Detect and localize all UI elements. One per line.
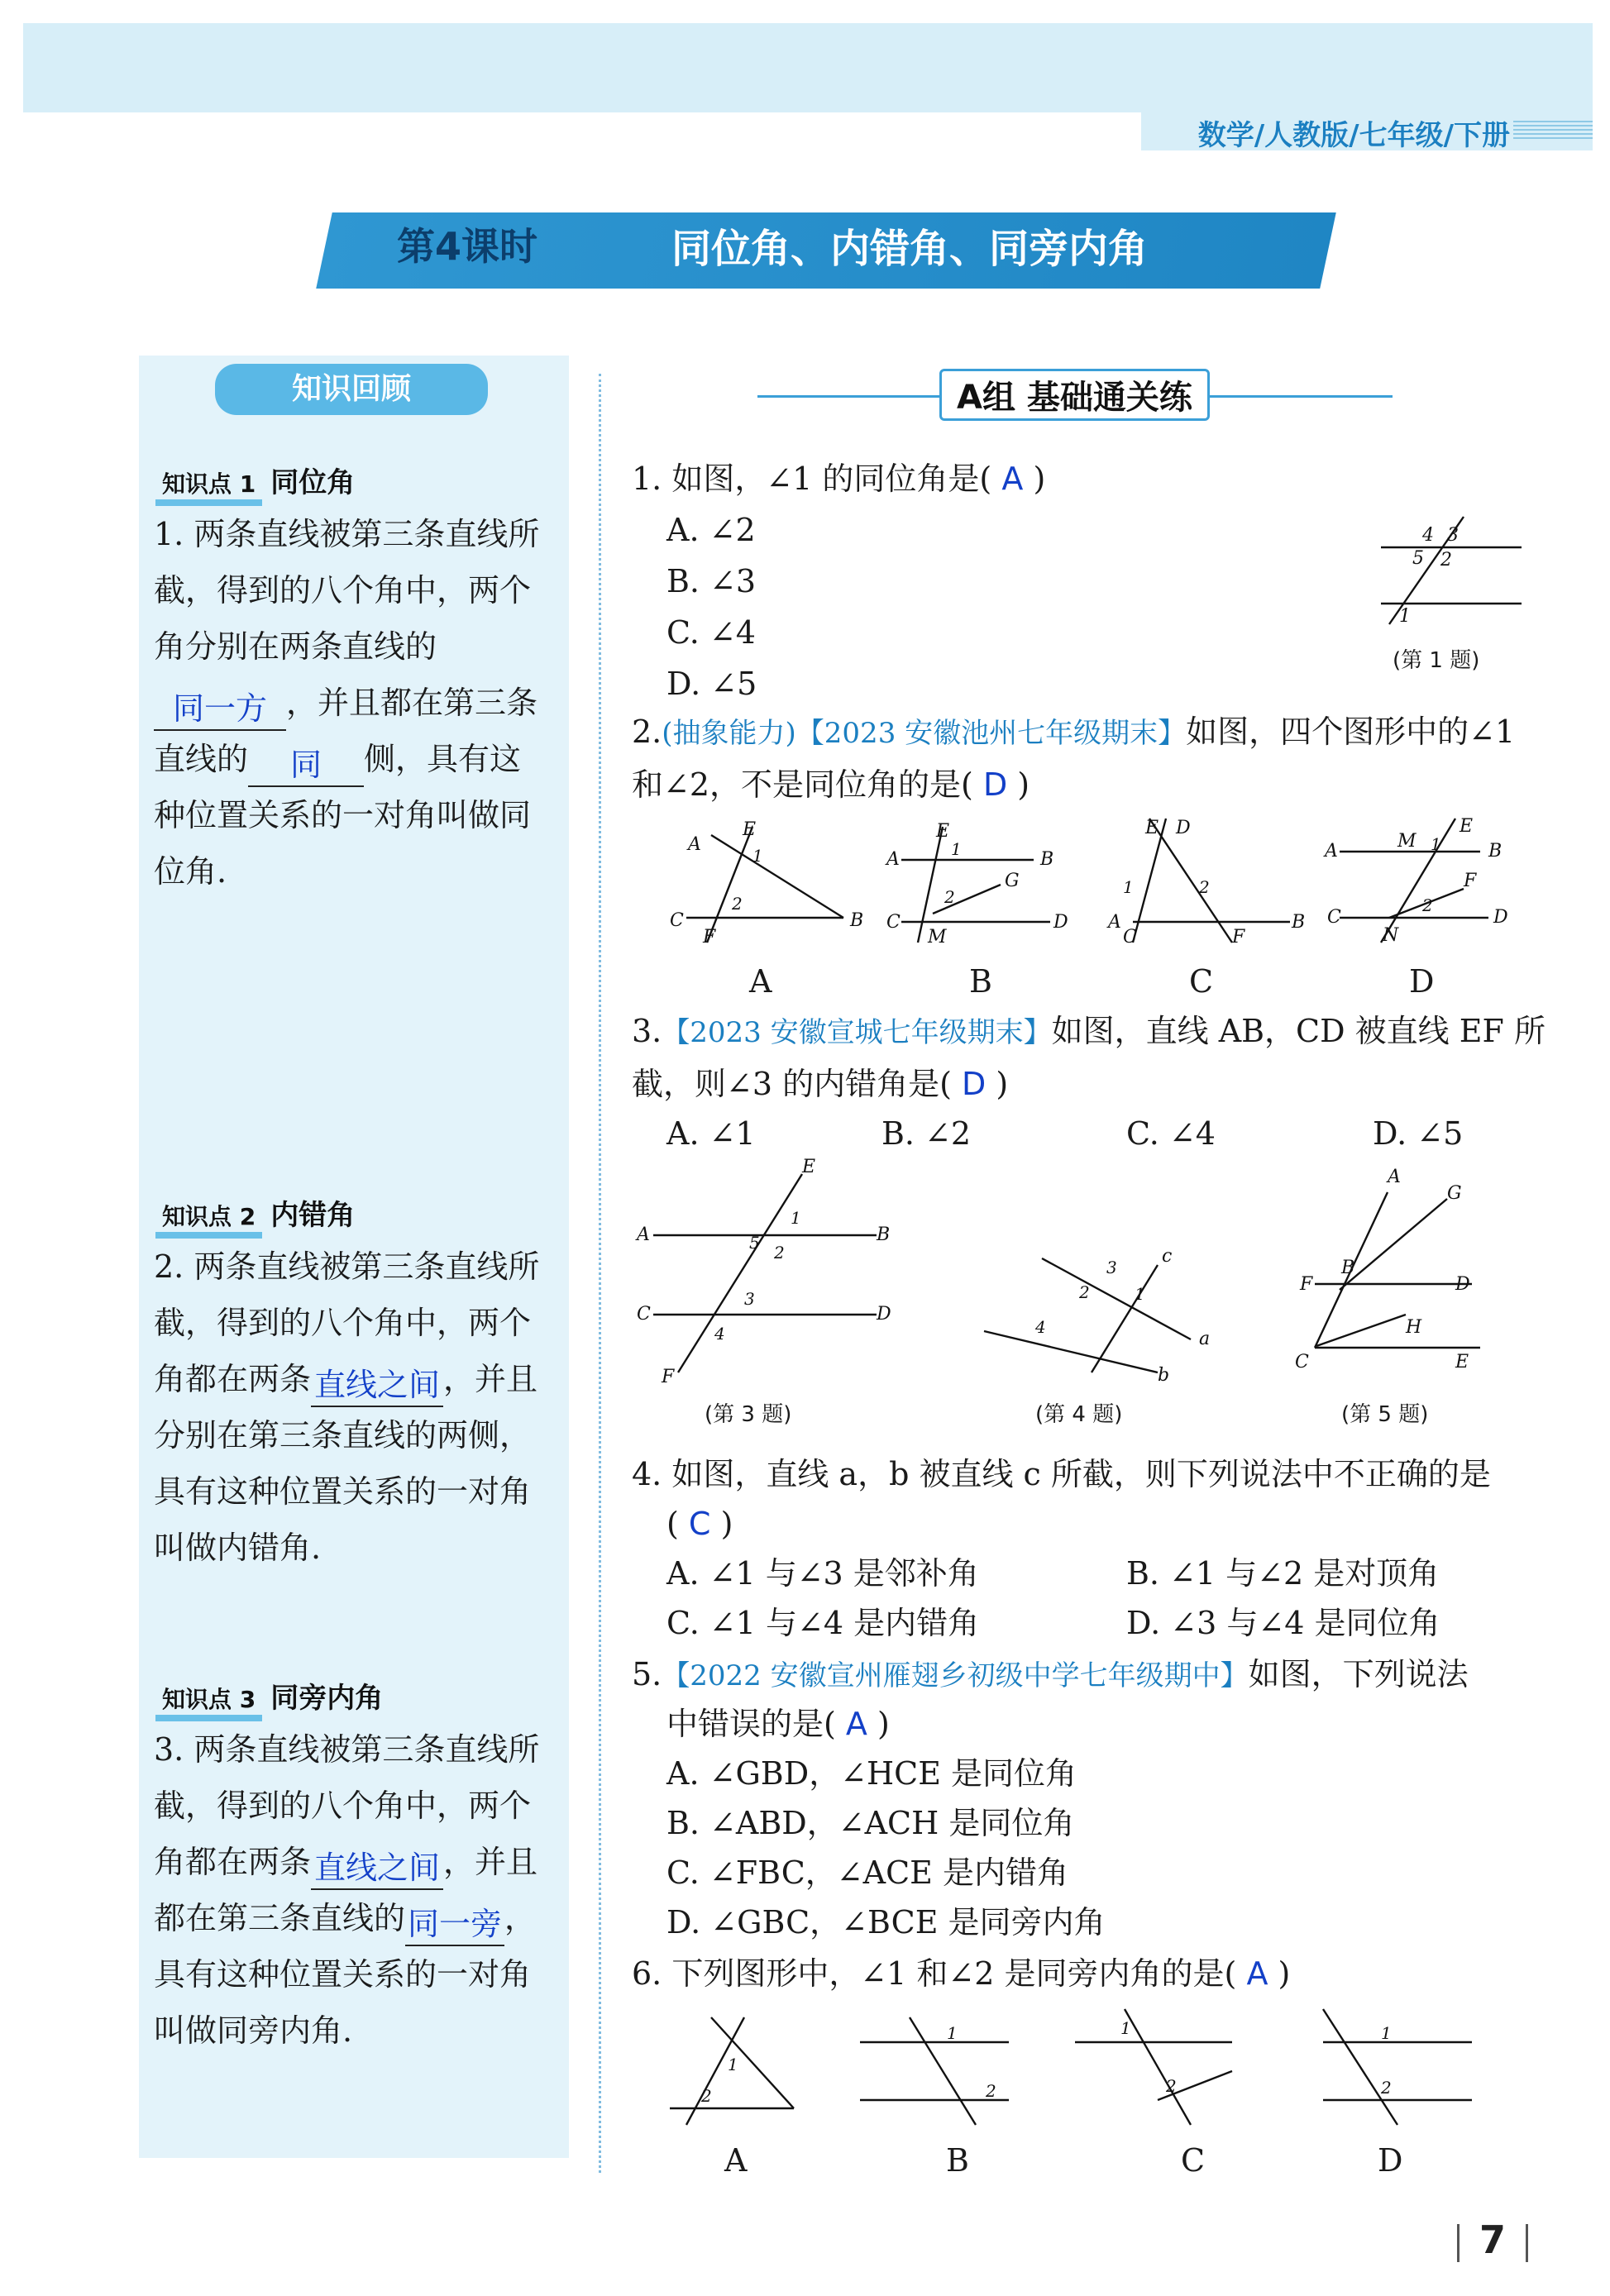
svg-text:1: 1 xyxy=(1399,606,1411,627)
q1-stem-text: 1. 如图，∠1 的同位角是( xyxy=(632,461,992,497)
svg-text:F: F xyxy=(662,1367,675,1387)
svg-text:C: C xyxy=(886,912,901,933)
svg-text:2: 2 xyxy=(1381,2078,1392,2098)
svg-text:B: B xyxy=(1040,849,1054,870)
svg-text:B: B xyxy=(850,910,864,931)
svg-text:a: a xyxy=(1199,1329,1211,1349)
kp3-blank-1: 直线之间 xyxy=(311,1847,443,1890)
svg-text:E: E xyxy=(1145,818,1159,838)
kp2-blank-1: 直线之间 xyxy=(311,1364,443,1407)
svg-text:B: B xyxy=(1488,841,1503,862)
q3-option-b: B. ∠2 xyxy=(881,1115,972,1152)
svg-text:2: 2 xyxy=(1440,550,1452,570)
svg-text:2: 2 xyxy=(732,894,743,914)
svg-text:C: C xyxy=(670,910,684,931)
kp2-text xyxy=(154,1239,551,1576)
q5-stem xyxy=(632,1649,1550,1702)
q3-caption: (第 3 题) xyxy=(705,1402,792,1427)
svg-text:1: 1 xyxy=(947,2023,958,2043)
svg-text:1: 1 xyxy=(1120,2018,1131,2038)
q4-caption: (第 4 题) xyxy=(1035,1402,1123,1427)
svg-text:A: A xyxy=(637,1224,650,1245)
svg-text:2: 2 xyxy=(774,1243,785,1263)
kp1-blank-1: 同一方 xyxy=(154,688,286,731)
kp2-text-2: ，并且分别在第三条直线的两侧，具有这种位置关系的一对角叫做内错角. xyxy=(154,1361,538,1566)
svg-text:E: E xyxy=(1455,1352,1469,1372)
kp1-text xyxy=(154,506,551,900)
svg-text:2: 2 xyxy=(986,2081,996,2101)
q2-stem xyxy=(632,706,1550,810)
kp-title: 内错角 xyxy=(270,1199,356,1232)
q6-figures xyxy=(662,2009,1505,2133)
q6-answer: A xyxy=(1246,1955,1268,1992)
q5-option-b: B. ∠ABD，∠ACH 是同位角 xyxy=(666,1805,1075,1841)
q6-stem-text: 6. 下列图形中，∠1 和∠2 是同旁内角的是( xyxy=(632,1955,1237,1992)
q2-close: ) xyxy=(1017,766,1030,803)
q1-option-b: B. ∠3 xyxy=(666,563,757,599)
svg-text:A: A xyxy=(1388,1167,1401,1187)
kp-title: 同旁内角 xyxy=(270,1682,384,1715)
svg-text:A: A xyxy=(1108,912,1121,933)
q5-answer-line xyxy=(666,1698,890,1749)
q1-option-c: C. ∠4 xyxy=(666,614,756,651)
q3-number: 3. xyxy=(632,1013,662,1049)
kp-tag: 知识点 1 xyxy=(155,466,262,506)
q5-source: 【2022 安徽宣州雁翅乡初级中学七年级期中】 xyxy=(662,1659,1249,1692)
svg-text:A: A xyxy=(886,849,900,870)
q3-q4-q5-figures xyxy=(628,1158,1505,1397)
group-label: A组 基础通关练 xyxy=(939,369,1210,421)
q1-answer: A xyxy=(1001,461,1024,497)
q5-answer: A xyxy=(845,1706,867,1742)
svg-text:B: B xyxy=(877,1224,891,1245)
svg-text:A: A xyxy=(688,834,701,855)
svg-text:3: 3 xyxy=(744,1289,755,1309)
kp3-text-1: 3. 两条直线被第三条直线所截，得到的八个角中，两个角都在两条 xyxy=(154,1731,540,1880)
decorative-lines xyxy=(1513,121,1593,141)
svg-text:1: 1 xyxy=(1381,2023,1392,2043)
q4-stem-text: 4. 如图，直线 a，b 被直线 c 所截，则下列说法中不正确的是 xyxy=(632,1456,1491,1492)
svg-text:C: C xyxy=(1327,907,1341,928)
svg-text:c: c xyxy=(1162,1246,1173,1267)
column-divider xyxy=(599,374,601,2173)
svg-text:2: 2 xyxy=(701,2086,712,2106)
q2-label-a: A xyxy=(749,963,772,1000)
q1-option-a: A. ∠2 xyxy=(666,512,756,548)
top-band xyxy=(23,23,1593,112)
q4-open: ( xyxy=(666,1506,679,1542)
q2-source: (抽象能力)【2023 安徽池州七年级期末】 xyxy=(662,717,1187,750)
svg-text:F: F xyxy=(1464,871,1477,891)
group-a-header xyxy=(757,375,1393,422)
q1-figure xyxy=(1364,513,1530,628)
knowledge-review-title: 知识回顾 xyxy=(215,364,488,415)
q4-option-a: A. ∠1 与∠3 是邻补角 xyxy=(666,1555,979,1592)
q1-option-d: D. ∠5 xyxy=(666,666,757,702)
svg-text:2: 2 xyxy=(1079,1282,1090,1302)
svg-text:F: F xyxy=(1300,1274,1313,1295)
kp3-text-2: ，并且都在第三条直线的 xyxy=(154,1844,538,1936)
svg-text:H: H xyxy=(1406,1317,1422,1338)
subject-path-text: 数学/人教版/七年级/下册 xyxy=(1197,119,1510,152)
q6-close: ) xyxy=(1278,1955,1291,1992)
q5-stem-text-2: 中错误的是( xyxy=(666,1706,836,1742)
svg-text:D: D xyxy=(1493,907,1508,928)
page-title: 同位角、内错角、同旁内角 xyxy=(671,226,1149,272)
svg-text:M: M xyxy=(1397,831,1417,852)
q4-close: ) xyxy=(720,1506,733,1542)
svg-text:1: 1 xyxy=(1123,877,1134,897)
svg-text:1: 1 xyxy=(1431,834,1441,854)
svg-text:F: F xyxy=(1232,927,1245,948)
kp3-text-3: ，具有这种位置关系的一对角叫做同旁内角. xyxy=(154,1900,537,2049)
svg-text:C: C xyxy=(1295,1352,1309,1372)
svg-text:B: B xyxy=(1292,912,1306,933)
svg-text:1: 1 xyxy=(1135,1284,1145,1304)
q3-option-d: D. ∠5 xyxy=(1373,1115,1464,1152)
page-number: 7 xyxy=(1437,2217,1548,2262)
q2-answer: D xyxy=(982,766,1008,803)
svg-text:2: 2 xyxy=(944,887,955,907)
kp1-blank-2: 同 xyxy=(248,744,364,787)
kp3-blank-2: 同一旁 xyxy=(405,1903,504,1946)
svg-text:4: 4 xyxy=(714,1324,725,1344)
q5-option-c: C. ∠FBC，∠ACE 是内错角 xyxy=(666,1854,1068,1891)
svg-text:C: C xyxy=(1123,927,1137,948)
q4-answer: C xyxy=(688,1506,711,1542)
kp-tag: 知识点 3 xyxy=(155,1682,262,1721)
svg-text:E: E xyxy=(936,821,950,842)
svg-text:B: B xyxy=(1341,1258,1355,1278)
svg-text:4: 4 xyxy=(1422,525,1434,546)
svg-text:G: G xyxy=(1447,1183,1462,1204)
q3-answer: D xyxy=(962,1066,987,1102)
q3-stem xyxy=(632,1005,1550,1110)
svg-text:4: 4 xyxy=(1035,1317,1046,1337)
q2-label-d: D xyxy=(1409,963,1435,1000)
q2-number: 2. xyxy=(632,714,662,750)
svg-text:C: C xyxy=(637,1304,651,1325)
q6-stem xyxy=(632,1948,1550,1999)
knowledge-point-3 xyxy=(155,1675,383,1721)
kp1-text-1: 1. 两条直线被第三条直线所截，得到的八个角中，两个角分别在两条直线的 xyxy=(154,516,540,665)
svg-text:b: b xyxy=(1158,1365,1170,1386)
q4-answer-line xyxy=(666,1498,733,1549)
q4-option-d: D. ∠3 与∠4 是同位角 xyxy=(1126,1605,1440,1641)
q5-option-d: D. ∠GBC，∠BCE 是同旁内角 xyxy=(666,1904,1106,1940)
kp3-text xyxy=(154,1721,551,2059)
kp1-text-2: ，并且都在第三条直线的 xyxy=(154,685,538,777)
q2-stem-text: 如图，四个图形中的∠1 和∠2，不是同位角的是( xyxy=(632,714,1516,803)
svg-text:D: D xyxy=(1053,912,1068,933)
q4-stem xyxy=(632,1449,1550,1500)
lesson-number: 第4课时 xyxy=(397,224,538,269)
kp2-text-1: 2. 两条直线被第三条直线所截，得到的八个角中，两个角都在两条 xyxy=(154,1248,540,1397)
q5-stem-text: 如图，下列说法 xyxy=(1248,1656,1469,1692)
kp1-text-3: 侧，具有这种位置关系的一对角叫做同位角. xyxy=(154,741,532,890)
svg-text:D: D xyxy=(877,1304,891,1325)
svg-text:G: G xyxy=(1005,871,1020,891)
q3-stem-text: 如图，直线 AB，CD 被直线 EF 所截，则∠3 的内错角是( xyxy=(632,1013,1546,1102)
svg-text:N: N xyxy=(1383,925,1399,946)
svg-text:E: E xyxy=(743,819,757,840)
svg-text:F: F xyxy=(703,927,716,948)
svg-text:1: 1 xyxy=(791,1208,801,1228)
q5-number: 5. xyxy=(632,1656,662,1692)
svg-text:D: D xyxy=(1176,818,1191,838)
q1-stem xyxy=(632,453,1541,504)
svg-text:E: E xyxy=(802,1157,816,1177)
subject-path xyxy=(1141,109,1593,150)
q5-close: ) xyxy=(877,1706,890,1742)
svg-text:1: 1 xyxy=(951,839,962,859)
q3-source: 【2023 安徽宣城七年级期末】 xyxy=(662,1016,1052,1049)
q2-label-c: C xyxy=(1189,963,1214,1000)
q4-option-b: B. ∠1 与∠2 是对顶角 xyxy=(1126,1555,1440,1592)
svg-text:E: E xyxy=(1460,816,1474,837)
q3-option-c: C. ∠4 xyxy=(1126,1115,1216,1152)
svg-text:2: 2 xyxy=(1166,2076,1177,2096)
q2-figures xyxy=(670,816,1508,951)
q3-option-a: A. ∠1 xyxy=(666,1115,756,1152)
svg-text:5: 5 xyxy=(749,1233,760,1253)
svg-text:1: 1 xyxy=(752,846,763,866)
svg-text:2: 2 xyxy=(1199,877,1210,897)
svg-text:3: 3 xyxy=(1447,525,1459,546)
kp-tag: 知识点 2 xyxy=(155,1199,262,1239)
svg-text:2: 2 xyxy=(1422,895,1433,915)
svg-text:D: D xyxy=(1455,1274,1470,1295)
q1-close: ) xyxy=(1033,461,1046,497)
q5-caption: (第 5 题) xyxy=(1341,1402,1429,1427)
knowledge-point-2 xyxy=(155,1192,355,1239)
q5-option-a: A. ∠GBD，∠HCE 是同位角 xyxy=(666,1755,1077,1792)
q2-label-b: B xyxy=(969,963,992,1000)
knowledge-point-1 xyxy=(155,460,355,506)
q6-label-b: B xyxy=(946,2142,969,2179)
q6-label-c: C xyxy=(1181,2142,1206,2179)
svg-text:3: 3 xyxy=(1106,1258,1117,1277)
svg-text:M: M xyxy=(928,927,947,948)
svg-text:5: 5 xyxy=(1412,548,1424,569)
kp-title: 同位角 xyxy=(270,466,356,499)
q6-label-a: A xyxy=(724,2142,748,2179)
svg-text:A: A xyxy=(1325,841,1338,862)
q3-close: ) xyxy=(996,1066,1009,1102)
svg-text:1: 1 xyxy=(728,2055,738,2074)
q1-caption: (第 1 题) xyxy=(1393,648,1480,673)
q6-label-d: D xyxy=(1378,2142,1403,2179)
q4-option-c: C. ∠1 与∠4 是内错角 xyxy=(666,1605,980,1641)
